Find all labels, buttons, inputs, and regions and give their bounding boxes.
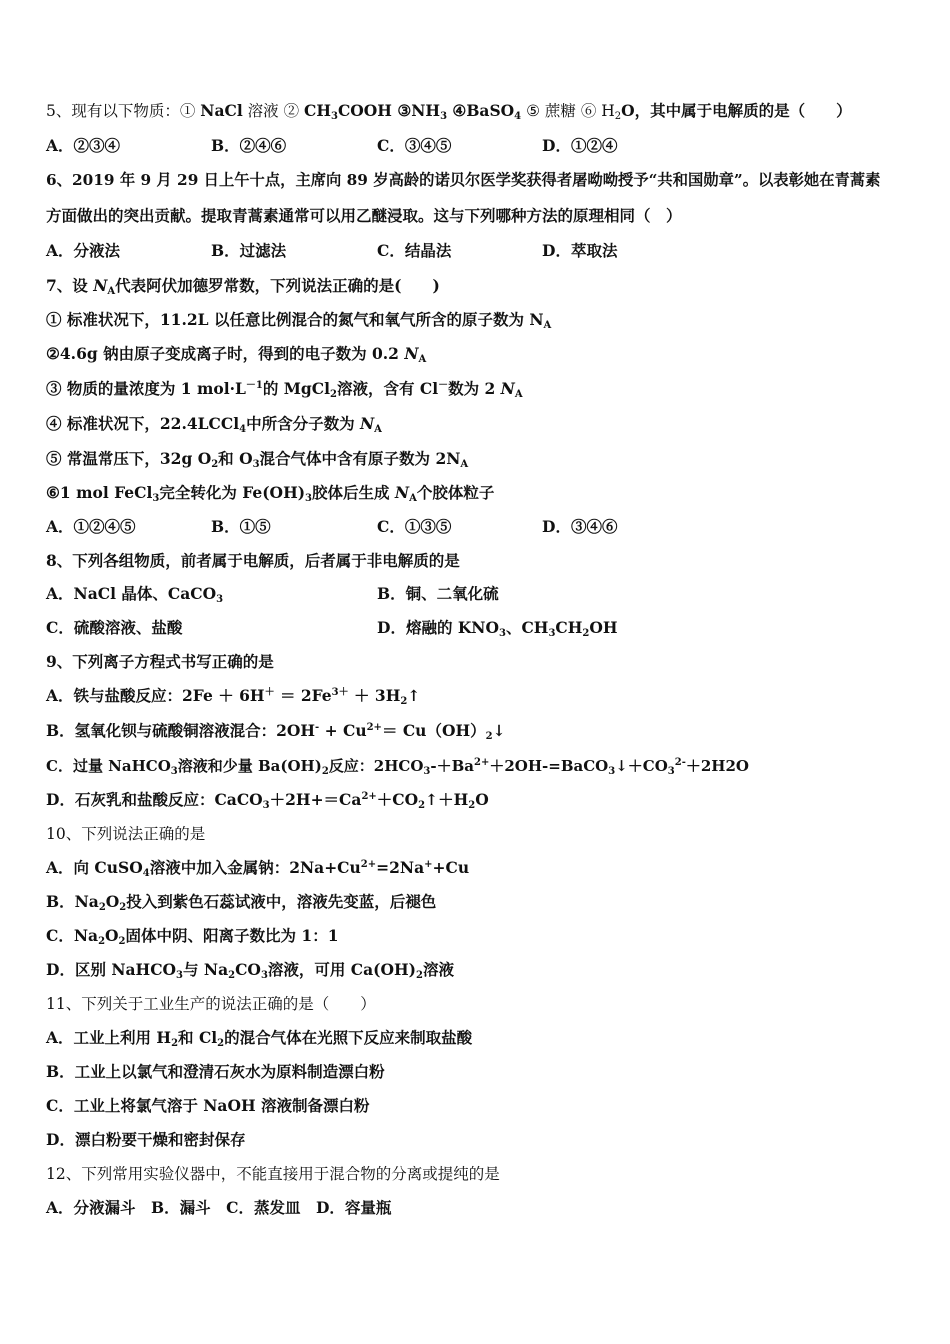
q7-item-4: ④ 标准状况下，22.4LCCl$_4$中所含分子数为 $N_A$ [46,414,382,435]
q7-item-6: ⑥1 mol FeCl$_3$完全转化为 $Fe(OH)_3$胶体后生成 $N_A$个胶体粒子 [46,483,495,504]
q9-option-a: A．铁与盐酸反应：$2Fe + 6H^+ = 2Fe^{3+}$ ＋ $3H_2↑$ [46,686,421,707]
q6-option-c: C．结晶法 [377,241,452,260]
q5-stem: 5、现有以下物质：① NaCl 溶液 ② $CH_3COOH$ $③NH_3$ ④BaSO$_4$ ⑤ 蔗糖 ⑥ $H_2O$，其中属于电解质的是（ ） [46,101,852,122]
q6-option-b: B．过滤法 [211,241,287,260]
q11-option-b: B．工业上以氯气和澄清石灰水为原料制造漂白粉 [46,1062,385,1081]
q7-option-a: A．①②④⑤ [46,517,136,536]
q7-item-3: ③ 物质的量浓度为 1 $mol\cdot L^{-1}$的 MgCl$_2$溶液，含有 Cl－数为 2 $N_A$ [46,379,523,400]
q10-option-b: B．$Na_2O_2$投入到紫色石蕊试液中，溶液先变蓝，后褪色 [46,892,437,913]
q6-stem-line2: 方面做出的突出贡献。提取青蒿素通常可以用乙醚浸取。这与下列哪种方法的原理相同（ ） [46,206,682,225]
q10-option-c: C．$Na_2O_2$固体中阴、阳离子数比为 1：1 [46,926,339,947]
q8-stem: 8、下列各组物质，前者属于电解质，后者属于非电解质的是 [46,551,460,570]
q5-option-d: D．①②④ [542,136,618,155]
q7-option-b: B．①⑤ [211,517,271,536]
q9-option-b: B．氢氧化钡与硫酸铜溶液混合：$2OH^- + Cu^{2+}=$ $Cu(OH)_2↓$ [46,721,506,742]
q9-option-d: D．石灰乳和盐酸反应：$CaCO_3+2H+=Ca^{2+}+CO_2↑+H_2O$ [46,790,489,811]
q11-option-c: C．工业上将氯气溶于 NaOH 溶液制备漂白粉 [46,1096,370,1115]
q7-item-5: ⑤ 常温常压下，32g $O_2$和 $O_3$混合气体中含有原子数为 $2N_A$ [46,449,469,470]
q9-stem: 9、下列离子方程式书写正确的是 [46,652,274,671]
q10-option-d: D．区别 NaHCO$_3$与 $Na_2CO_3$溶液，可用 $Ca(OH)_2$溶液 [46,960,454,981]
q11-option-a: A．工业上利用 $H_2$和 $Cl_2$的混合气体在光照下反应来制取盐酸 [46,1028,473,1049]
q7-item-1: ① 标准状况下，11.2L 以任意比例混合的氮气和氧气所含的原子数为 $N_A$ [46,310,552,331]
q7-item-2: ②4.6g 钠由原子变成离子时，得到的电子数为 0.2 $N_A$ [46,344,427,365]
q10-stem: 10、下列说法正确的是 [46,825,206,843]
q12-stem: 12、下列常用实验仪器中，不能直接用于混合物的分离或提纯的是 [46,1165,500,1183]
q11-stem: 11、下列关于工业生产的说法正确的是（ ） [46,995,376,1013]
q8-option-a: A．NaCl 晶体、CaCO$_3$ [46,584,224,605]
q7-option-c: C．①③⑤ [377,517,452,536]
q5-option-a: A．②③④ [46,136,121,155]
q7-stem: 7、设 $N_A$代表阿伏加德罗常数，下列说法正确的是( ) [46,276,440,297]
q5-option-b: B．②④⑥ [211,136,287,155]
q5-option-c: C．③④⑤ [377,136,452,155]
q7-option-d: D．③④⑥ [542,517,618,536]
q9-option-c: C．过量 NaHCO$_3$溶液和少量 $Ba(OH)_2$反应：$2HCO_3-+Ba^{2+}+2OH-=BaCO_3↓+CO_3^{2-}+2H2O$ [46,757,749,777]
q6-option-a: A．分液法 [46,241,121,260]
q11-option-d: D．漂白粉要干燥和密封保存 [46,1130,246,1149]
q6-option-d: D．萃取法 [542,241,618,260]
q8-option-c: C．硫酸溶液、盐酸 [46,618,183,637]
q10-option-a: A．向 CuSO$_4$溶液中加入金属钠：$2Na+Cu^{2+}=2Na^++Cu$ [46,858,470,879]
q8-option-d: D．熔融的 $KNO_3$、$CH_3CH_2OH$ [377,618,618,639]
q12-options: A．分液漏斗 B．漏斗 C．蒸发皿 D．容量瓶 [46,1198,392,1217]
q6-stem-line1: 6、2019 年 9 月 29 日上午十点，主席向 89 岁高龄的诺贝尔医学奖获得者屠呦呦授予“共和国勋章”。以表彰她在青蒿素 [46,171,881,189]
q8-option-b: B．铜、二氧化硫 [377,584,499,603]
